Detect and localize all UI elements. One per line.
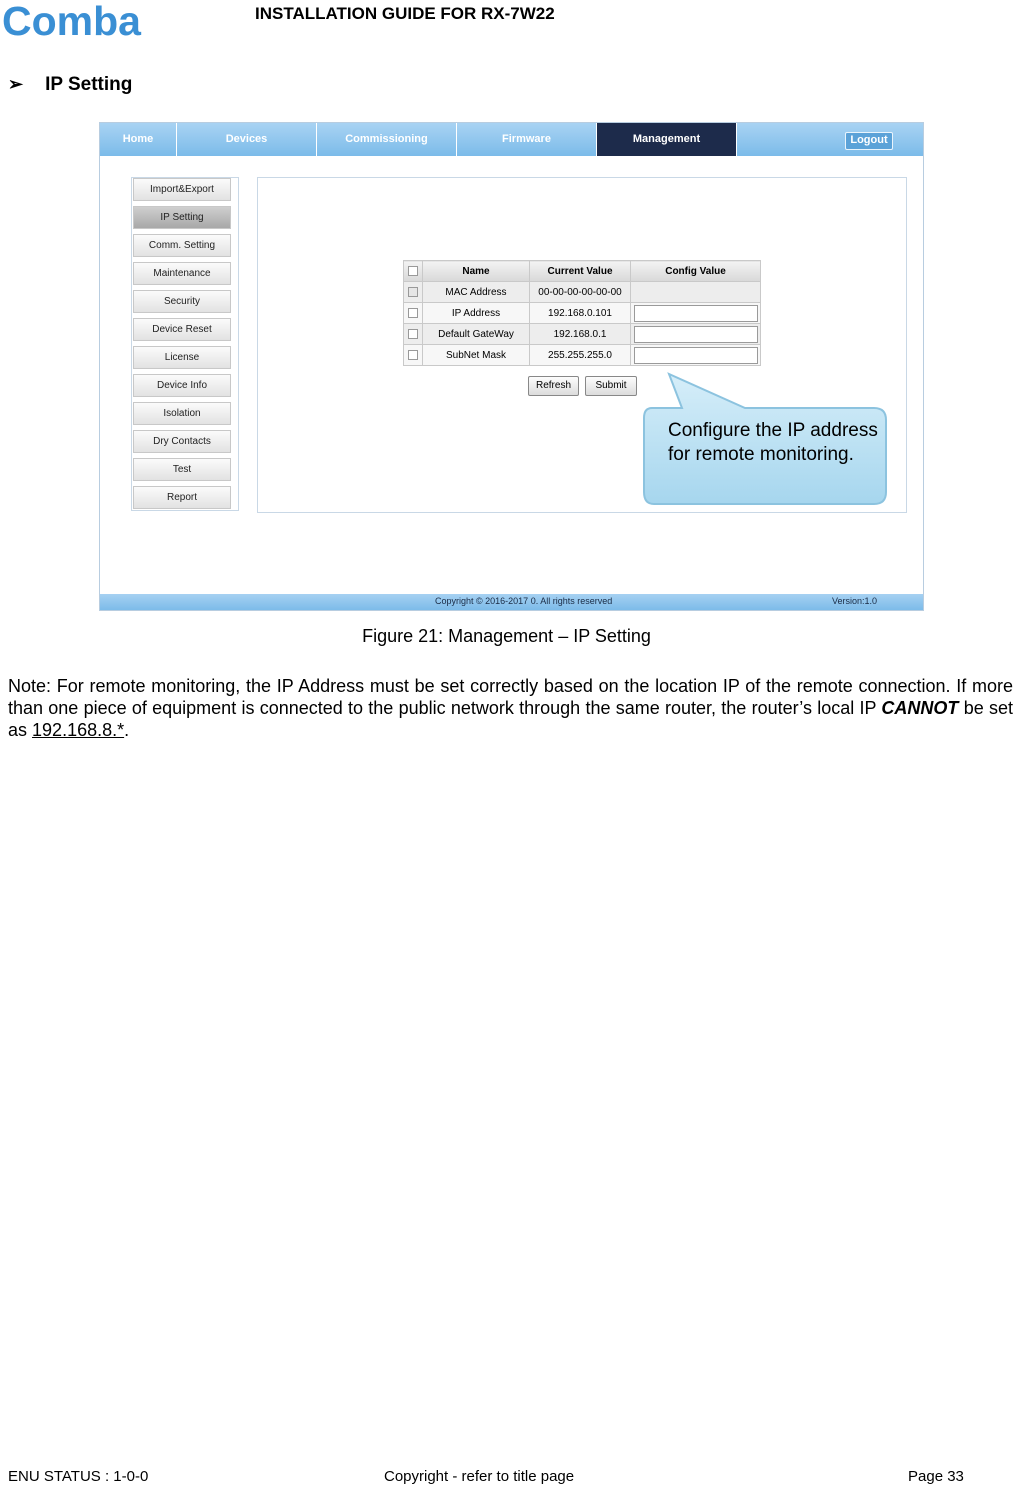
note-ip-value: 192.168.8.* (32, 720, 125, 740)
footer-page: Page 33 (908, 1468, 964, 1485)
tab-commissioning[interactable]: Commissioning (317, 123, 457, 156)
table-row (404, 303, 761, 324)
row-name: SubNet Mask (423, 345, 530, 366)
submit-button[interactable]: Submit (585, 376, 637, 396)
row-name: MAC Address (423, 282, 530, 303)
top-nav (100, 123, 923, 156)
logo-text: Comba (2, 2, 141, 42)
table-header-row (404, 261, 761, 282)
row-name: Default GateWay (423, 324, 530, 345)
note-text-end: . (124, 720, 130, 740)
column-header-config-value: Config Value (631, 261, 761, 282)
row-checkbox[interactable] (408, 287, 418, 297)
ip-address-input[interactable] (634, 305, 758, 322)
arrow-bullet-icon: ➢ (8, 74, 24, 94)
note-text-3: be set as (8, 698, 1013, 740)
sidebar-item-maintenance[interactable]: Maintenance (133, 262, 231, 285)
ip-setting-table (403, 260, 761, 366)
gateway-input[interactable] (634, 326, 758, 343)
row-checkbox[interactable] (408, 329, 418, 339)
sidebar-item-report[interactable]: Report (133, 486, 231, 509)
screenshot-footer (100, 594, 923, 610)
row-checkbox-cell (404, 345, 423, 366)
management-screenshot (99, 122, 924, 611)
management-sidebar (131, 177, 239, 511)
screenshot-copyright: Copyright © 2016-2017 0. All rights reserved (435, 596, 613, 606)
row-name: IP Address (423, 303, 530, 324)
select-all-checkbox[interactable] (408, 266, 418, 276)
logout-button[interactable]: Logout (845, 132, 893, 150)
tab-management[interactable]: Management (597, 123, 737, 156)
table-row (404, 345, 761, 366)
sidebar-item-import-export[interactable]: Import&Export (133, 178, 231, 201)
sidebar-item-device-reset[interactable]: Device Reset (133, 318, 231, 341)
row-config-value (631, 345, 761, 366)
section-heading (8, 74, 132, 96)
note-text-2: the router’s local IP (721, 698, 877, 718)
callout-text: Configure the IP address for remote monitoring. (668, 420, 878, 465)
comba-logo (2, 2, 182, 42)
sidebar-item-security[interactable]: Security (133, 290, 231, 313)
row-current-value: 255.255.255.0 (530, 345, 631, 366)
sidebar-item-test[interactable]: Test (133, 458, 231, 481)
footer-copyright: Copyright - refer to title page (384, 1468, 575, 1485)
column-header-current-value: Current Value (530, 261, 631, 282)
row-current-value: 192.168.0.101 (530, 303, 631, 324)
document-title: INSTALLATION GUIDE FOR RX-7W22 (255, 4, 555, 23)
tab-firmware[interactable]: Firmware (457, 123, 597, 156)
row-checkbox[interactable] (408, 350, 418, 360)
row-checkbox-cell (404, 282, 423, 303)
row-config-value (631, 324, 761, 345)
tab-home[interactable]: Home (100, 123, 177, 156)
row-config-value (631, 282, 761, 303)
sidebar-item-comm-setting[interactable]: Comm. Setting (133, 234, 231, 257)
select-all-cell (404, 261, 423, 282)
row-checkbox-cell (404, 303, 423, 324)
sidebar-item-dry-contacts[interactable]: Dry Contacts (133, 430, 231, 453)
row-current-value: 192.168.0.1 (530, 324, 631, 345)
tab-devices[interactable]: Devices (177, 123, 317, 156)
screenshot-version: Version:1.0 (832, 596, 878, 606)
section-title: IP Setting (45, 74, 133, 95)
row-config-value (631, 303, 761, 324)
sidebar-item-license[interactable]: License (133, 346, 231, 369)
note-emphasis: CANNOT (881, 698, 959, 718)
sidebar-item-ip-setting[interactable]: IP Setting (133, 206, 231, 229)
sidebar-item-isolation[interactable]: Isolation (133, 402, 231, 425)
note-paragraph (8, 675, 1013, 741)
table-row (404, 282, 761, 303)
column-header-name: Name (423, 261, 530, 282)
refresh-button[interactable]: Refresh (528, 376, 579, 396)
note-text-1: Note: For remote monitoring, the IP Address must be set correctly based on the location IP of the remote connection. If more than one piece of equipment is connected to the public network through the same router, (8, 676, 1013, 718)
row-current-value: 00-00-00-00-00-00 (530, 282, 631, 303)
row-checkbox-cell (404, 324, 423, 345)
figure-caption: Figure 21: Management – IP Setting (362, 626, 651, 646)
sidebar-item-device-info[interactable]: Device Info (133, 374, 231, 397)
footer-status: ENU STATUS : 1-0-0 (8, 1468, 149, 1485)
row-checkbox[interactable] (408, 308, 418, 318)
subnet-mask-input[interactable] (634, 347, 758, 364)
table-row (404, 324, 761, 345)
